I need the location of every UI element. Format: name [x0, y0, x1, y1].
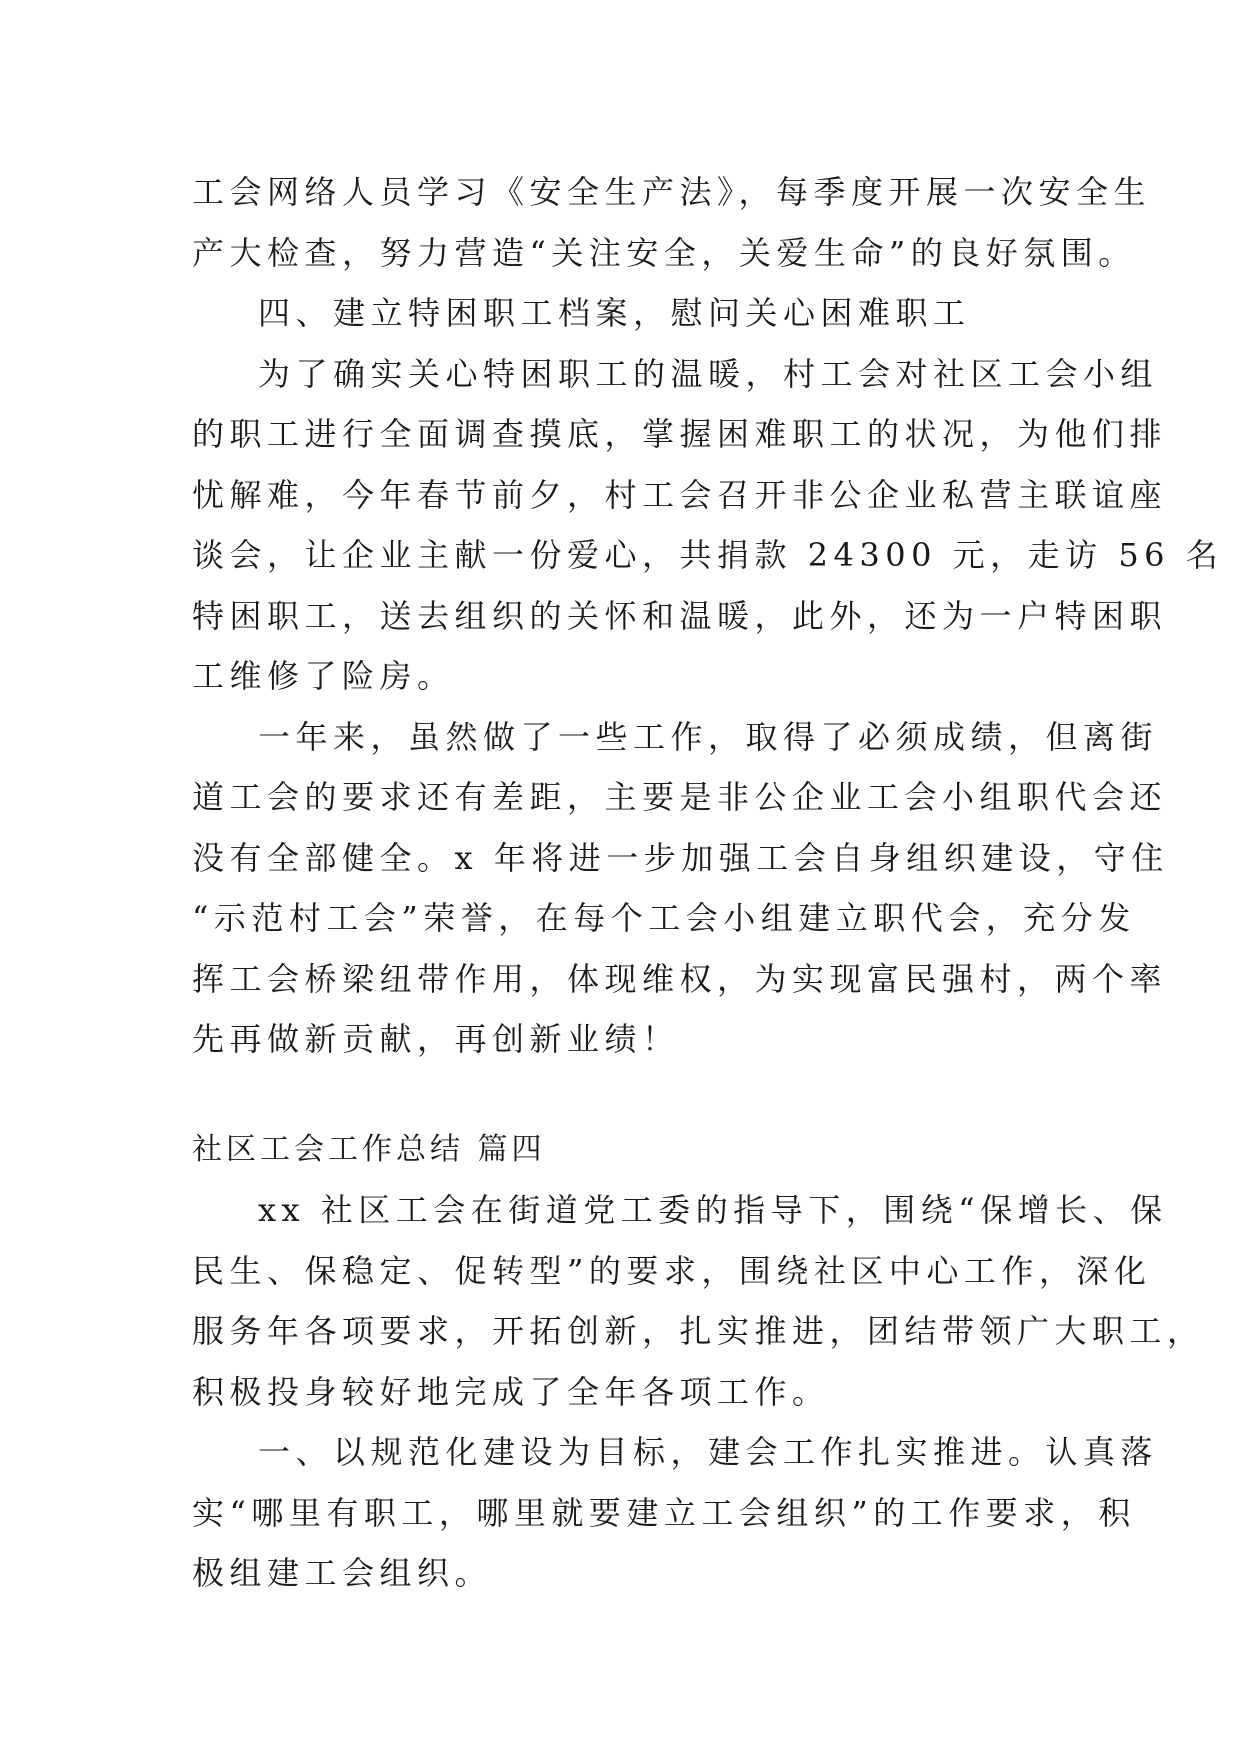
text-line: 忧解难，今年春节前夕，村工会召开非公企业私营主联谊座	[192, 475, 1168, 514]
paragraph-year-review	[192, 707, 1169, 1070]
text-line: 工维修了险房。	[192, 657, 455, 695]
text-line: 服务年各项要求，开拓创新，扎实推进，团结带领广大职工，	[192, 1312, 1205, 1350]
text-line: 实“哪里有职工，哪里就要建立工会组织”的工作要求，积	[192, 1493, 1136, 1532]
text-line: 谈会，让企业主献一份爱心，共捐款 24300 元，走访 56 名	[192, 536, 1224, 574]
paragraph-hardship-workers	[192, 344, 1224, 707]
paragraph-continuation	[192, 162, 1152, 283]
text-line: 的职工进行全面调查摸底，掌握困难职工的状况，为他们排	[192, 415, 1168, 453]
text-line: 先再做新贡献，再创新业绩！	[192, 1020, 680, 1058]
text-line: 为了确实关心特困职工的温暖，村工会对社区工会小组	[258, 354, 1159, 393]
text-line: 民生、保稳定、促转型”的要求，围绕社区中心工作，深化	[192, 1251, 1152, 1290]
text-line: 一年来，虽然做了一些工作，取得了必须成绩，但离街	[258, 717, 1159, 756]
subheading-four	[192, 283, 1052, 344]
text-line: 积极投身较好地完成了全年各项工作。	[192, 1372, 830, 1411]
text-line: 工会网络人员学习《安全生产法》，每季度开展一次安全生	[192, 173, 1152, 211]
document-body	[192, 162, 1224, 1604]
text-line: 极组建工会组织。	[192, 1554, 493, 1592]
paragraph-section-point-one	[192, 1422, 1159, 1604]
paragraph-section-intro	[192, 1180, 1205, 1422]
text-line: 特困职工，送去组织的关怀和温暖，此外，还为一户特困职	[192, 596, 1168, 635]
subheading-text: 四、建立特困职工档案，慰问关心困难职工	[258, 294, 971, 332]
text-line: 产大检查，努力营造“关注安全，关爱生命”的良好氛围。	[192, 233, 1136, 272]
text-line: “示范村工会”荣誉，在每个工会小组建立职代会，充分发	[192, 899, 1136, 937]
text-line: 一、以规范化建设为目标，建会工作扎实推进。认真落	[258, 1433, 1159, 1471]
text-line: 没有全部健全。x 年将进一步加强工会自身组织建设，守住	[192, 838, 1169, 877]
text-line: 挥工会桥梁纽带作用，体现维权，为实现富民强村，两个率	[192, 959, 1168, 998]
text-line: 道工会的要求还有差距，主要是非公企业工会小组职代会还	[192, 778, 1168, 816]
section-title: 社区工会工作总结 篇四	[192, 1131, 546, 1167]
text-line: xx 社区工会在街道党工委的指导下，围绕“保增长、保	[258, 1191, 1168, 1229]
